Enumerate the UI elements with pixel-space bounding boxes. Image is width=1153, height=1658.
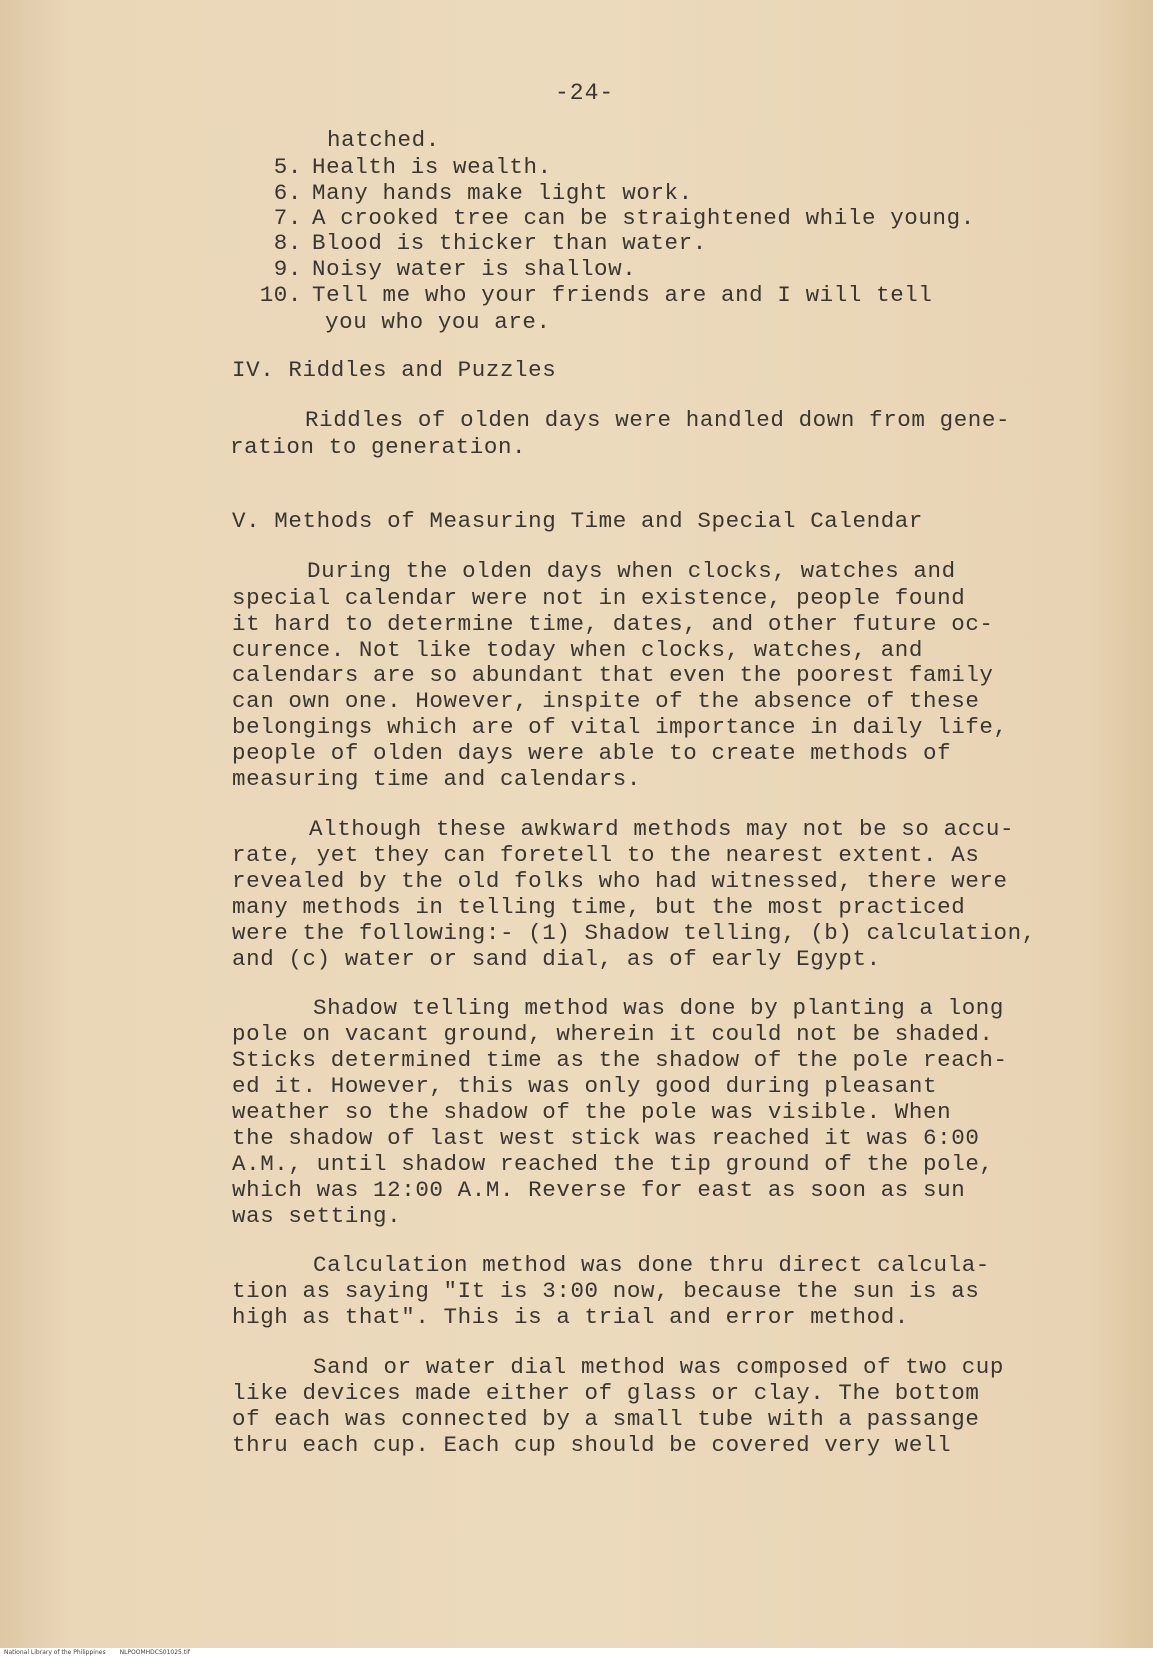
paragraph-line: calendars are so abundant that even the poorest family — [232, 662, 994, 688]
paragraph-line: Sticks determined time as the shadow of the pole reach- — [232, 1047, 1008, 1073]
paragraph-line: Riddles of olden days were handled down from gene- — [305, 407, 1011, 433]
paragraph-line: and (c) water or sand dial, as of early Egypt. — [232, 946, 881, 972]
paragraph-line: Shadow telling method was done by planting a long — [313, 995, 1005, 1021]
paragraph-line: high as that". This is a trial and error method. — [232, 1304, 909, 1330]
paragraph-line: A.M., until shadow reached the tip ground of the pole, — [232, 1151, 994, 1177]
list-item-text: Blood is thicker than water. — [312, 230, 707, 256]
list-item-number: 9. — [273, 256, 302, 282]
paragraph-line: rate, yet they can foretell to the nearest extent. As — [232, 842, 980, 868]
list-item-text: Many hands make light work. — [312, 180, 693, 206]
list-item-number: 6. — [273, 180, 302, 206]
paragraph-line: belongings which are of vital importance in daily life, — [232, 714, 1008, 740]
list-item — [250, 156, 552, 179]
paragraph-line: of each was connected by a small tube with a passange — [232, 1406, 980, 1432]
list-item — [250, 232, 707, 255]
page-number: -24- — [555, 80, 615, 106]
paragraph-line: Calculation method was done thru direct calcula- — [313, 1252, 990, 1278]
section-heading: V. Methods of Measuring Time and Special Calendar — [232, 508, 924, 534]
paragraph-line: tion as saying "It is 3:00 now, because the sun is as — [232, 1278, 980, 1304]
footer-library: National Library of the Philippines — [4, 1649, 106, 1656]
list-item-text: Tell me who your friends are and I will tell — [312, 282, 933, 308]
list-item — [250, 207, 975, 230]
list-item-text: Health is wealth. — [312, 154, 552, 180]
paragraph-line: curence. Not like today when clocks, watches, and — [232, 637, 924, 663]
list-item-number: 7. — [273, 205, 302, 231]
paragraph-line: pole on vacant ground, wherein it could not be shaded. — [232, 1021, 994, 1047]
list-continuation: hatched. — [327, 127, 440, 153]
paragraph-line: weather so the shadow of the pole was visible. When — [232, 1099, 952, 1125]
paragraph-line: ed it. However, this was only good during pleasant — [232, 1073, 938, 1099]
scan-footer — [0, 1648, 1153, 1658]
paragraph-line: thru each cup. Each cup should be covered very well — [232, 1432, 952, 1458]
paragraph-line: During the olden days when clocks, watches and — [307, 558, 956, 584]
list-item-number: 8. — [273, 230, 302, 256]
paragraph-line: revealed by the old folks who had witnessed, there were — [232, 868, 1008, 894]
paragraph-line: ration to generation. — [230, 434, 527, 460]
paragraph-line: the shadow of last west stick was reached it was 6:00 — [232, 1125, 980, 1151]
paragraph-line: Although these awkward methods may not be so accu- — [309, 816, 1015, 842]
list-item-text: Noisy water is shallow. — [312, 256, 637, 282]
paragraph-line: like devices made either of glass or clay. The bottom — [232, 1380, 980, 1406]
list-item — [250, 182, 693, 205]
paragraph-line: it hard to determine time, dates, and other future oc- — [232, 611, 994, 637]
paragraph-line: measuring time and calendars. — [232, 766, 641, 792]
paragraph-line: people of olden days were able to create methods of — [232, 740, 952, 766]
footer-file: NLPOOMHDCS01025.tif — [119, 1649, 190, 1656]
section-heading: IV. Riddles and Puzzles — [232, 357, 557, 383]
paragraph-line: Sand or water dial method was composed of two cup — [313, 1354, 1005, 1380]
list-item — [250, 258, 636, 281]
list-item-number: 5. — [273, 154, 302, 180]
paragraph-line: many methods in telling time, but the most practiced — [232, 894, 966, 920]
list-item-text: A crooked tree can be straightened while young. — [312, 205, 975, 231]
list-item-number: 10. — [259, 282, 302, 308]
paragraph-line: which was 12:00 A.M. Reverse for east as soon as sun — [232, 1177, 966, 1203]
paragraph-line: were the following:- (1) Shadow telling, (b) calculation, — [232, 920, 1036, 946]
list-item — [250, 284, 933, 307]
paragraph-line: can own one. However, inspite of the absence of these — [232, 688, 980, 714]
list-item-continuation: you who you are. — [325, 309, 551, 335]
paragraph-line: special calendar were not in existence, people found — [232, 585, 966, 611]
paragraph-line: was setting. — [232, 1203, 402, 1229]
